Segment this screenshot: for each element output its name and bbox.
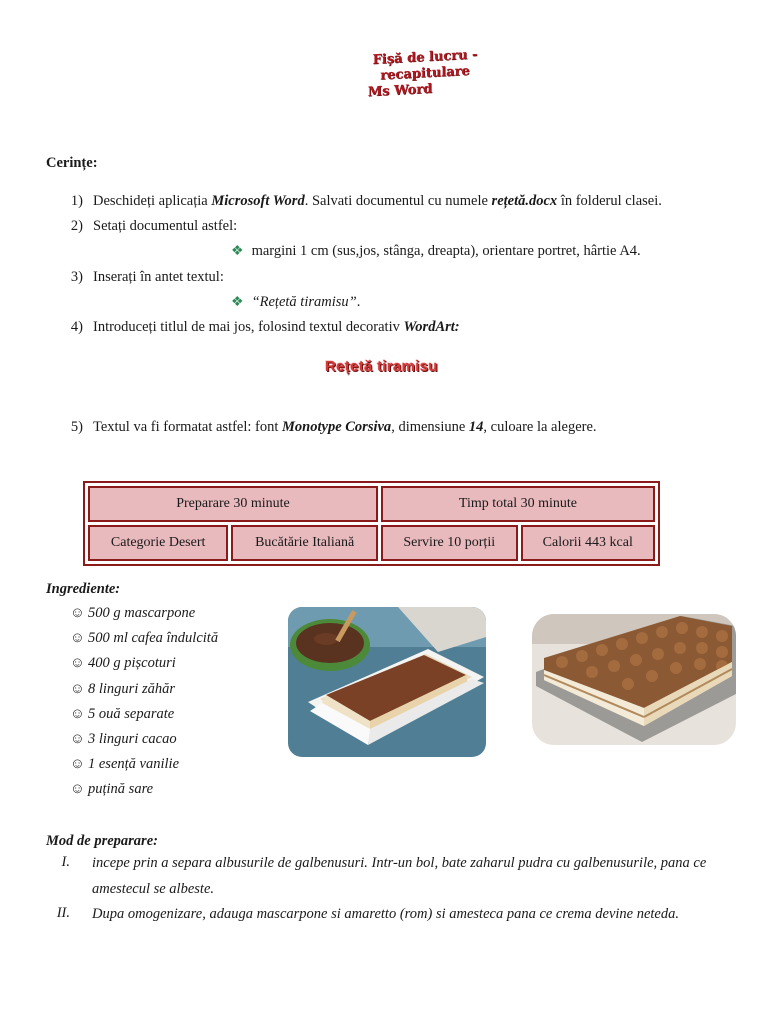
table-cell-cuisine: Bucătărie Italiană [231,525,378,561]
table-row [88,525,655,561]
list-item [70,655,176,672]
recipe-info-table [83,481,660,566]
page-title-wordart [330,45,520,103]
tiramisu-dish-photo [288,607,486,757]
ingredient-text: 500 ml cafea îndulcită [88,630,219,647]
table-cell-category: Categorie Desert [88,525,228,561]
step-number: I. [61,854,70,870]
requirement-item [231,243,641,260]
smiley-bullet-icon: ☺ [70,756,85,773]
requirement-text: Textul va fi formatat astfel: font Monotype Corsiva, dimensiune 14, culoare la alegere. [93,419,597,435]
requirement-text: Introduceți titlul de mai jos, folosind textul decorativ WordArt: [93,319,460,335]
list-item [70,706,174,723]
requirement-item [231,294,360,311]
requirement-text: Deschideți aplicația Microsoft Word. Salvati documentul cu numele rețetă.docx în folderul clasei. [93,193,662,209]
requirement-item [53,218,237,235]
smiley-bullet-icon: ☺ [70,705,85,722]
requirement-item [53,419,597,436]
ingredient-text: 8 linguri zăhăr [88,680,176,697]
ingredient-text: 500 g mascarpone [88,605,196,621]
list-item [70,681,175,698]
table-cell-servings: Servire 10 porții [381,525,518,561]
ingredient-text: 1 esență vanilie [88,756,180,773]
requirement-number: 3) [70,269,83,285]
ingredient-text: 5 ouă separate [88,705,175,722]
tiramisu-tray-photo [532,614,736,745]
requirement-number: 2) [70,218,83,234]
requirement-text: margini 1 cm (sus,jos, stânga, dreapta), orientare portret, hârtie A4. [251,243,641,259]
wordart-recipe-title: Rețetă tiramisu [325,358,438,375]
smiley-bullet-icon: ☺ [70,655,85,672]
requirement-number: 5) [70,419,83,435]
ingredients-heading: Ingrediente: [46,581,121,597]
method-heading: Mod de preparare: [46,833,158,849]
title-line-1: Fișă de lucru - recapitulare [372,47,478,84]
ingredient-text: 400 g pișcoturi [88,655,176,672]
tiramisu-dish-image [288,607,486,757]
list-item [70,630,218,647]
list-item [70,781,153,798]
title-line-2: Ms Word [367,81,433,100]
table-cell-total-time: Timp total 30 minute [381,486,655,522]
smiley-bullet-icon: ☺ [70,731,85,747]
requirement-item [53,193,662,210]
step-text: Dupa omogenizare, adauga mascarpone si amaretto (rom) si amesteca pana ce crema devine neteda. [92,906,679,922]
requirement-item [53,269,224,286]
requirement-item [53,319,460,336]
list-item [70,605,195,622]
table-cell-calories: Calorii 443 kcal [521,525,655,561]
requirement-text: “Rețetă tiramisu”. [251,294,361,310]
diamond-bullet-icon: ❖ [231,295,244,310]
smiley-bullet-icon: ☺ [70,630,85,647]
table-cell-prep-time: Preparare 30 minute [88,486,378,522]
smiley-bullet-icon: ☺ [70,781,85,798]
tiramisu-tray-image [532,614,736,745]
ingredient-text: 3 linguri cacao [88,731,177,747]
smiley-bullet-icon: ☺ [70,605,85,621]
requirements-heading: Cerințe: [46,155,98,171]
smiley-bullet-icon: ☺ [70,680,85,697]
step-text: incepe prin a separa albusurile de galbenusuri. Intr-un bol, bate zaharul pudra cu galbenusurile, pana ce amestecul se albeste. [92,855,707,897]
requirement-text: Inserați în antet textul: [93,269,224,285]
list-item [70,731,177,748]
list-item [70,756,179,773]
requirement-number: 4) [70,319,83,335]
diamond-bullet-icon: ❖ [231,244,244,259]
ingredient-text: puțină sare [88,781,154,798]
step-number: II. [56,905,70,921]
requirement-text: Setați documentul astfel: [93,218,238,234]
requirement-number: 1) [70,193,83,209]
table-row [88,486,655,522]
